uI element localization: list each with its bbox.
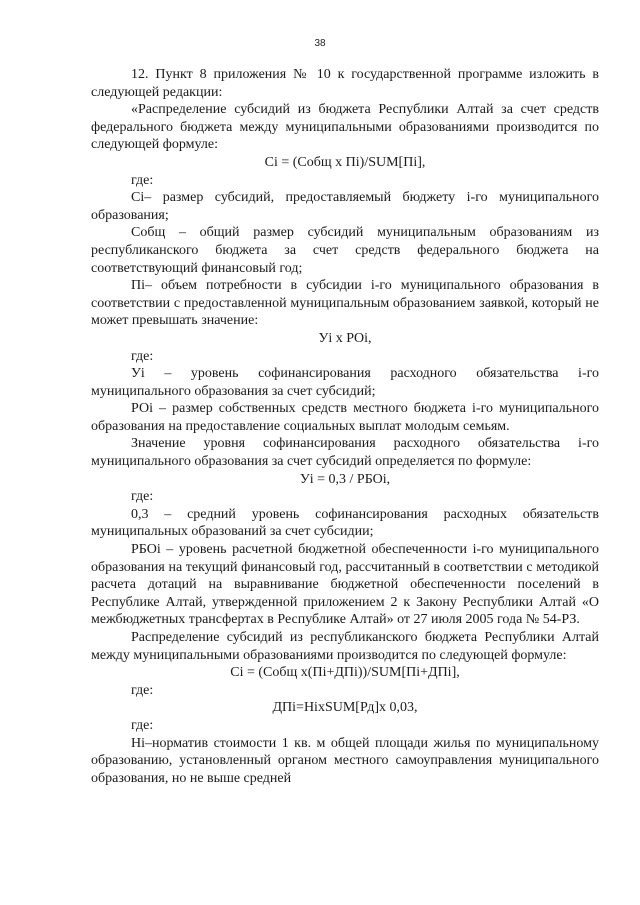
formula-dpi: ДПi=НixSUM[Рд]x 0,03,: [272, 700, 418, 716]
formula-subsidy: Ci = (Собщ x Пi)/SUM[Пi],: [264, 154, 426, 170]
document-body: [91, 66, 599, 787]
definition-average-level: 0,3 – средний уровень софинансирования расходных обязательств муниципальных образований за счет субсидии;: [91, 506, 599, 540]
paragraph-item-2: «Распределение субсидий из бюджета Республики Алтай за счет средств федерального бюджета между муниципальными образованиями производится по следующей формуле:: [91, 102, 599, 153]
paragraph-item-1: 12. Пункт 8 приложения № 10 к государственной программе изложить в следующей редакции:: [91, 67, 599, 100]
formula-limit: Уi x POi,: [318, 330, 372, 346]
paragraph-republican-distribution: Распределение субсидий из республиканского бюджета Республики Алтай между муниципальными образованиями производится по следующей формуле:: [91, 630, 599, 663]
definition-ci: Ci– размер субсидий, предоставляемый бюджету i-го муниципального образования;: [91, 190, 599, 223]
paragraph-cofinancing: Значение уровня софинансирования расходного обязательства i-го муниципального образования за счет субсидий определяется по формуле:: [91, 436, 599, 470]
definition-sobsch: Собщ – общий размер субсидий муниципальным образованиям из республиканского бюджета за счет средств федерального бюджета на соответствующий финансовый год;: [91, 225, 599, 276]
definition-rboi: РБОi – уровень расчетной бюджетной обеспеченности i-го муниципального образования на текущий финансовый год, рассчитанный в соответствии с методикой расчета дотаций на выравнивание бюджетной обеспеченности поселений в Республике Алтай, утвержденной приложением 2 к Закону Республики Алтай «О межбюджетных трансфертах в Республике Алтай» от 27 июля 2005 года № 54-РЗ.: [91, 542, 599, 628]
definition-ui: Уi – уровень софинансирования расходного обязательства i-го муниципального образования за счет субсидий;: [91, 366, 599, 399]
definition-pi: Пi– объем потребности в субсидии i-го муниципального образования в соответствии с предоставленной муниципальным образованием заявкой, который не может превышать значение:: [91, 278, 599, 329]
where-label: где:: [131, 682, 154, 698]
where-label: где:: [131, 717, 154, 733]
where-label: где:: [131, 172, 154, 188]
page-number: 38: [314, 38, 326, 49]
where-label: где:: [131, 348, 154, 364]
definition-roi: РОi – размер собственных средств местного бюджета i-го муниципального образования на предоставление социальных выплат молодым семьям.: [91, 401, 599, 434]
formula-republican-subsidy: Ci = (Собщ x(Пi+ДПi))/SUM[Пi+ДПi],: [230, 665, 460, 681]
where-label: где:: [131, 489, 154, 505]
definition-ni: Нi–норматив стоимости 1 кв. м общей площади жилья по муниципальному образованию, установленный органом местного самоуправления муниципального образования, но не выше средней: [91, 735, 599, 786]
formula-cofinancing: Уi = 0,3 / РБОi,: [299, 471, 391, 487]
